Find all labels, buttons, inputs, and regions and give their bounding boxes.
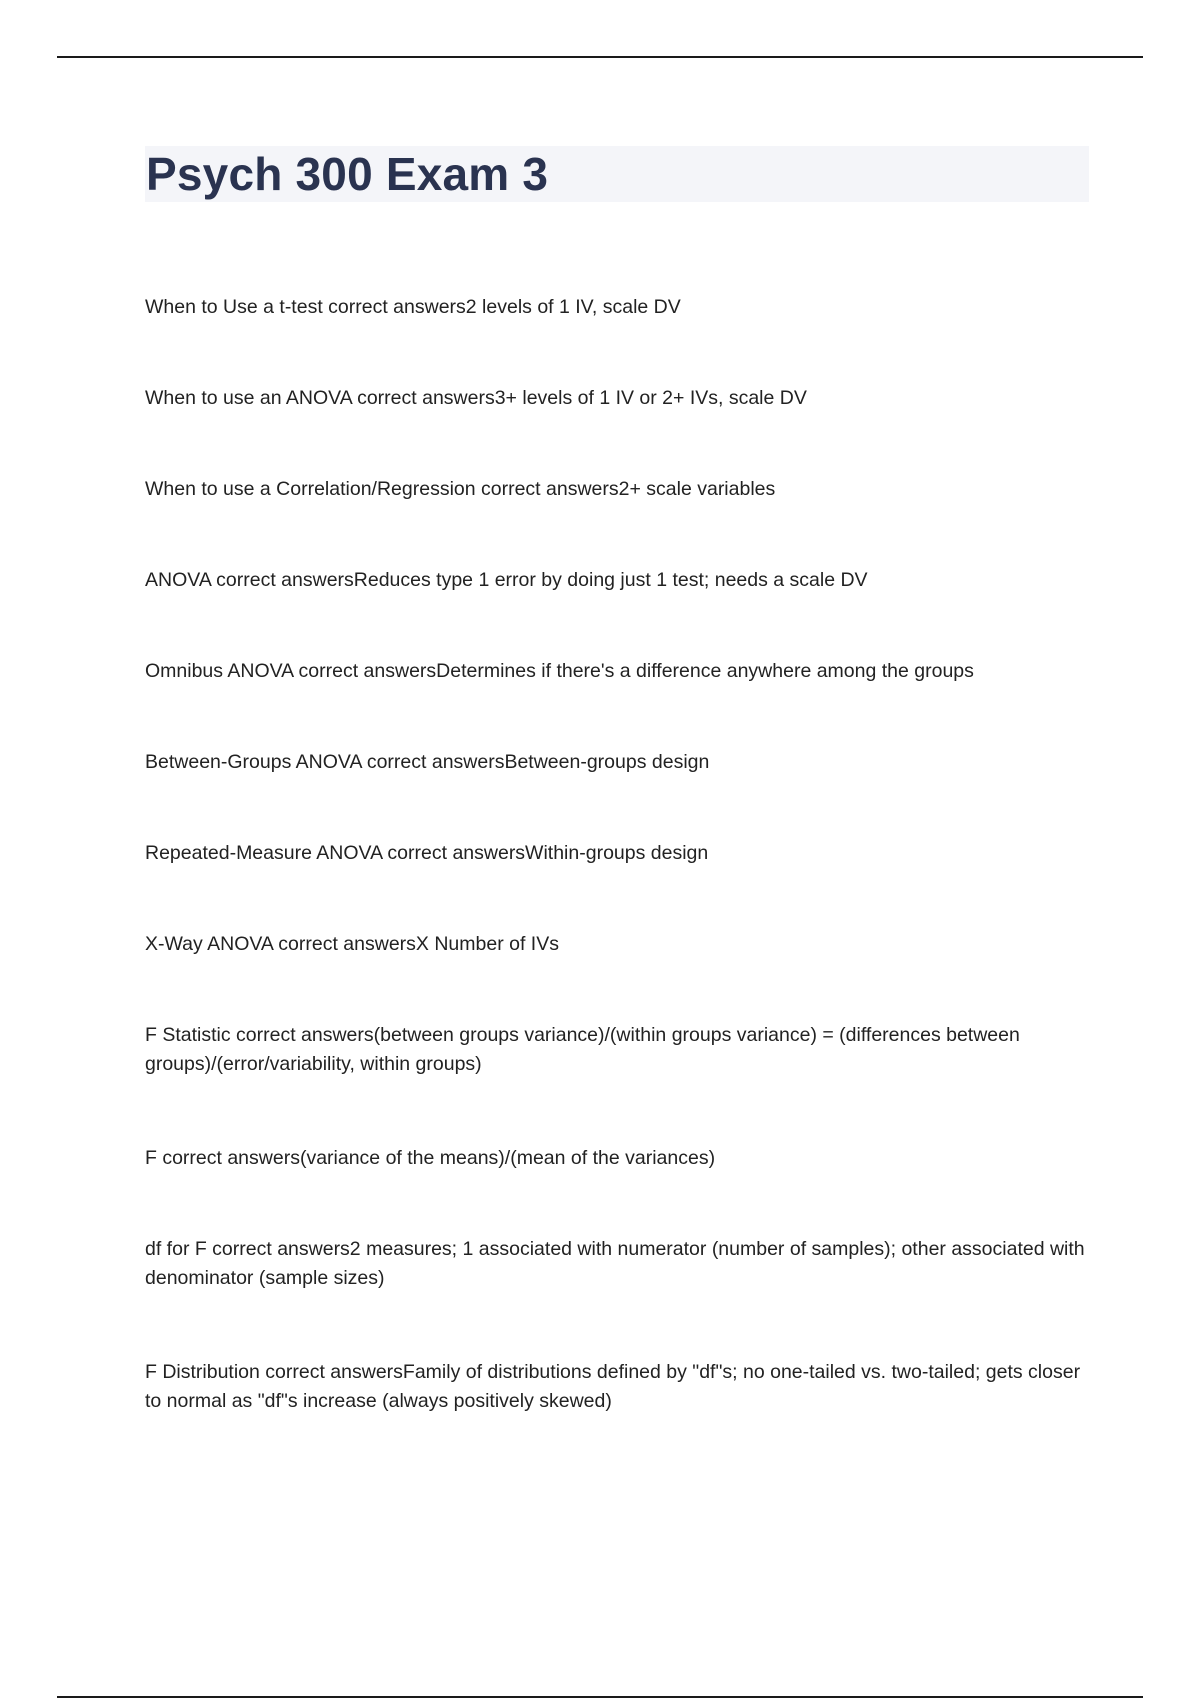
list-item: Repeated-Measure ANOVA correct answersWithin-groups design <box>145 842 709 864</box>
list-item: Omnibus ANOVA correct answersDetermines if there's a difference anywhere among the groups <box>145 660 974 682</box>
list-item: F correct answers(variance of the means)/(mean of the variances) <box>145 1147 716 1169</box>
list-item: ANOVA correct answersReduces type 1 error by doing just 1 test; needs a scale DV <box>145 569 868 591</box>
list-item: X-Way ANOVA correct answersX Number of IVs <box>145 933 559 955</box>
list-item: Between-Groups ANOVA correct answersBetween-groups design <box>145 751 710 773</box>
list-item: When to use an ANOVA correct answers3+ levels of 1 IV or 2+ IVs, scale DV <box>145 387 807 409</box>
top-divider <box>57 56 1143 58</box>
list-item: F Distribution correct answersFamily of distributions defined by "df"s; no one-tailed vs. two-tailed; gets closer to normal as "df"s increase (always positively skewed) <box>145 1361 1081 1412</box>
flashcard-list <box>145 293 1085 1481</box>
list-item: F Statistic correct answers(between groups variance)/(within groups variance) = (differences between groups)/(error/variability, within groups) <box>145 1024 1020 1075</box>
list-item: When to Use a t-test correct answers2 levels of 1 IV, scale DV <box>145 296 681 318</box>
bottom-divider <box>57 1696 1143 1698</box>
list-item: df for F correct answers2 measures; 1 associated with numerator (number of samples); other associated with denominator (sample sizes) <box>145 1238 1085 1289</box>
page-title: Psych 300 Exam 3 <box>146 148 549 200</box>
list-item: When to use a Correlation/Regression correct answers2+ scale variables <box>145 478 776 500</box>
